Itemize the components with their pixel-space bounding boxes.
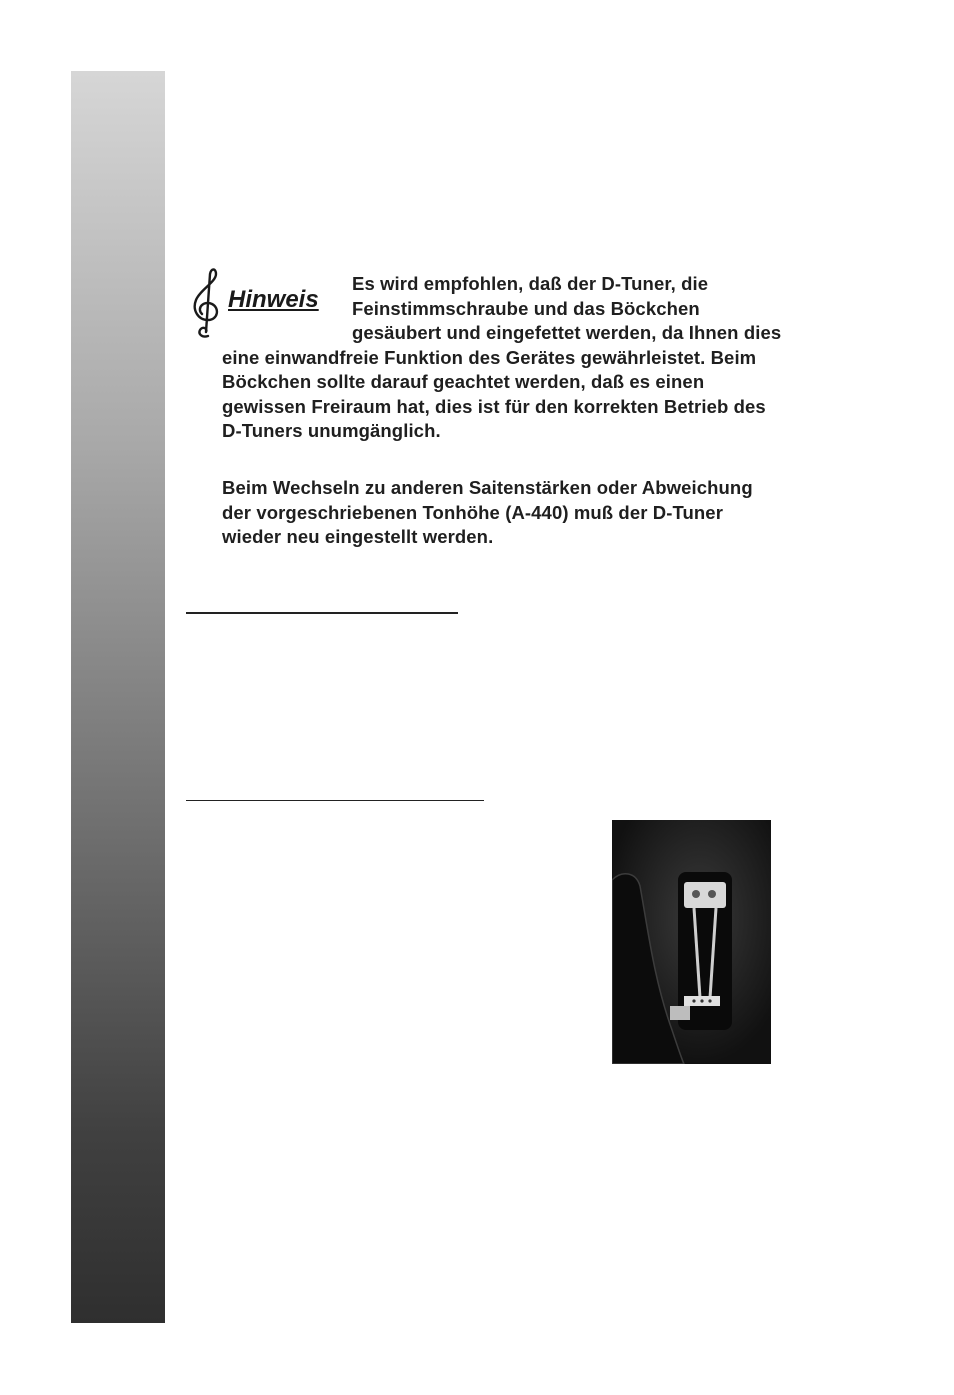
d-tuner-photo xyxy=(612,820,771,1064)
treble-clef-icon xyxy=(186,266,226,338)
divider-rule-2 xyxy=(186,800,484,801)
heading-spacer xyxy=(222,272,352,342)
note-paragraph-1 xyxy=(222,272,782,444)
note-paragraph-1-text: Es wird empfohlen, daß der D-Tuner, die Feinstimmschraube und das Böckchen gesäubert und eingefettet werden, da Ihnen dies eine einwandfreie Funktion des Gerätes gewährleistet. Beim Böckchen sollte darauf geachtet werden, daß es einen gewissen Freiraum hat, dies ist für den korrekten Betrieb des D-Tuners unumgänglich. xyxy=(222,273,782,441)
sidebar-gradient-bar xyxy=(71,71,165,1323)
note-heading: Hinweis xyxy=(228,286,319,313)
note-paragraph-2: Beim Wechseln zu anderen Saitenstärken oder Abweichung der vorgeschriebenen Tonhöhe (A-440) muß der D-Tuner wieder neu eingestellt werden. xyxy=(222,477,753,547)
divider-rule-1 xyxy=(186,612,458,614)
d-tuner-illustration xyxy=(612,820,771,1064)
